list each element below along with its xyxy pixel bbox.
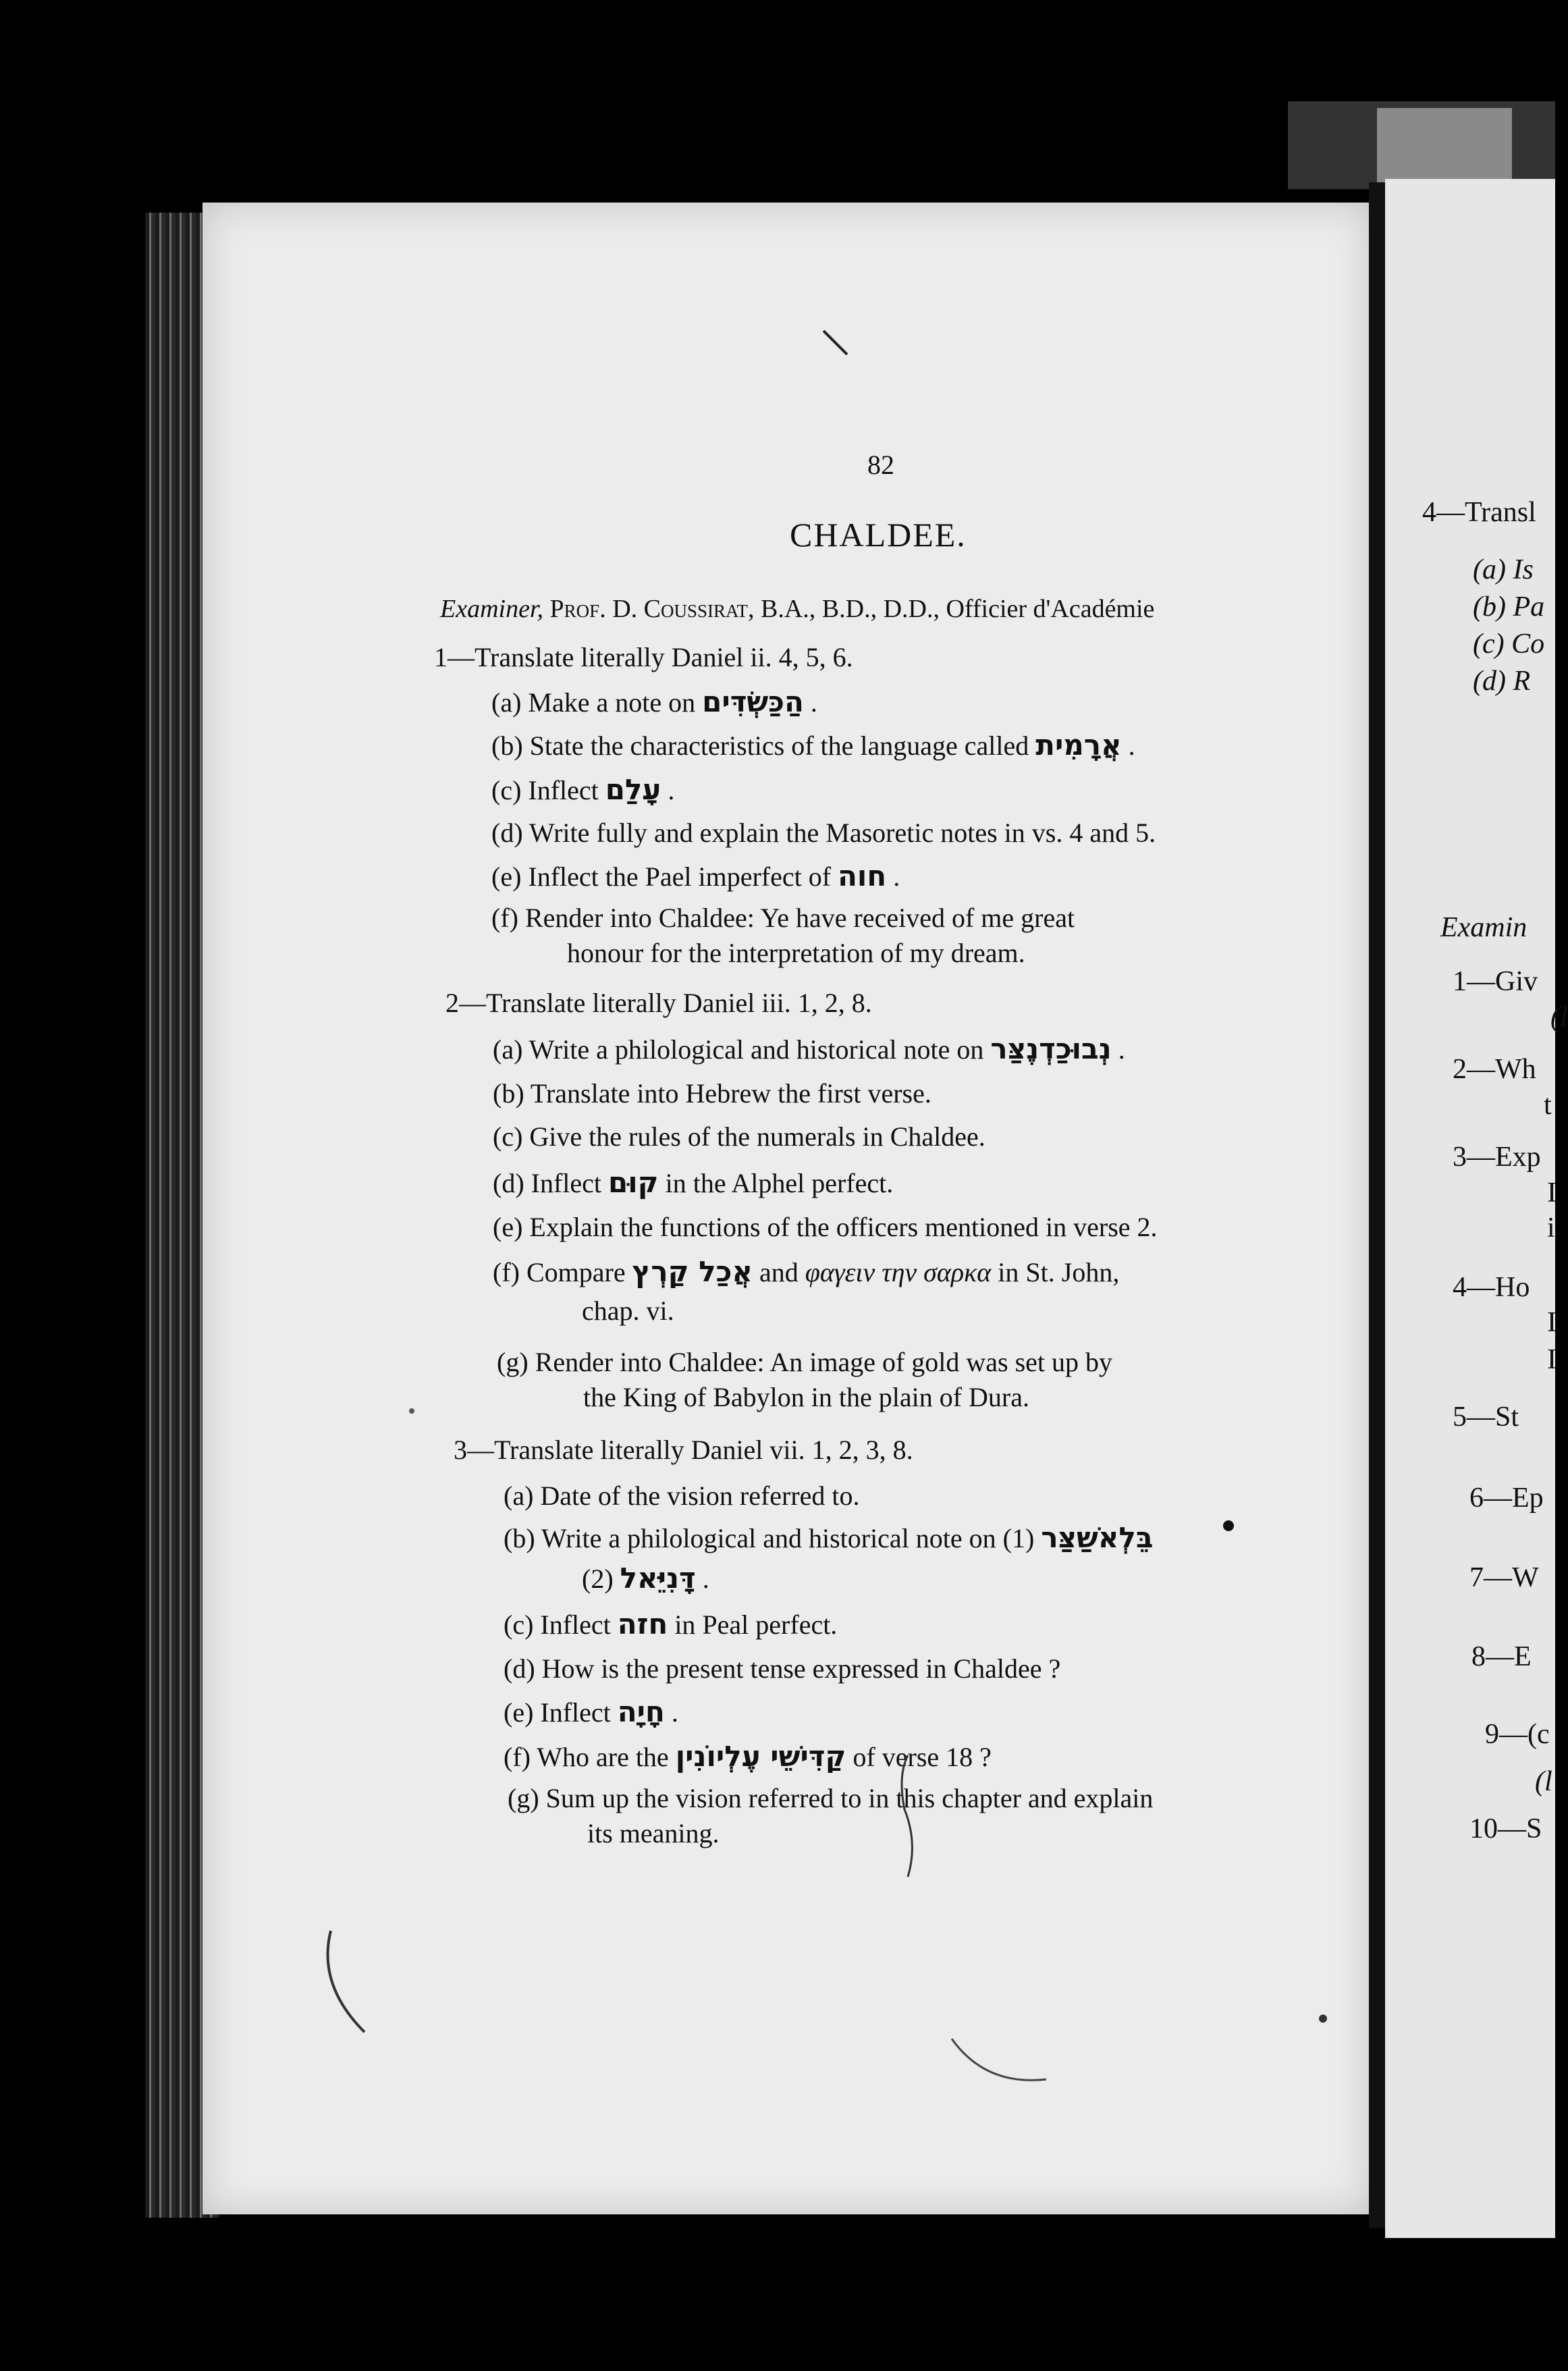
q1-b: (b) State the characteristics of the language called אֲרָמִית . <box>491 728 1135 762</box>
q3-b2: (2) דָּנִיֵּאל . <box>582 1562 709 1595</box>
hebrew-word: קוּם <box>608 1166 659 1199</box>
q2-heading: 2—Translate literally Daniel iii. 1, 2, 8. <box>445 988 872 1018</box>
q1-heading: 1—Translate literally Daniel ii. 4, 5, 6. <box>434 642 853 672</box>
right-fragment: 1—Giv <box>1453 966 1538 997</box>
q2-g-line2: the King of Babylon in the plain of Dura. <box>583 1382 1029 1412</box>
q3-heading: 3—Translate literally Daniel vii. 1, 2, 3, 8. <box>454 1435 913 1465</box>
hebrew-word: דָּנִיֵּאל <box>620 1562 696 1595</box>
hebrew-word: חוה <box>838 859 887 893</box>
right-fragment: (d) R <box>1473 666 1531 697</box>
right-fragment: 8—E <box>1471 1641 1532 1672</box>
gutter <box>1369 182 1385 2228</box>
right-fragment: I <box>1547 1344 1557 1375</box>
hebrew-word: חָיָה <box>617 1695 665 1728</box>
hebrew-word: קַדִּישֵׁי עֶלְיוֹנִין <box>675 1740 846 1773</box>
q2-b: (b) Translate into Hebrew the first verse. <box>493 1078 931 1109</box>
hebrew-word: בֵּלְאשַׁצַּר <box>1041 1521 1154 1554</box>
right-fragment: 4—Ho <box>1453 1272 1530 1303</box>
q1-d: (d) Write fully and explain the Masoretic notes in vs. 4 and 5. <box>491 818 1156 848</box>
right-fragment: 5—St <box>1453 1402 1519 1433</box>
q2-g-line1: (g) Render into Chaldee: An image of gold was set up by <box>497 1347 1113 1377</box>
q2-a: (a) Write a philological and historical note on נְבוּכַדְנֶצַּר . <box>493 1032 1125 1065</box>
right-page <box>1385 179 1568 2238</box>
right-fragment: 10—S <box>1469 1813 1542 1844</box>
q3-g-line2: its meaning. <box>587 1818 720 1848</box>
hebrew-word: אֲרָמִית <box>1035 728 1122 762</box>
right-fragment: I <box>1547 1177 1557 1208</box>
q3-b: (b) Write a philological and historical note on (1) בֵּלְאשַׁצַּר <box>504 1521 1154 1554</box>
q1-f-line2: honour for the interpretation of my dream. <box>567 938 1025 968</box>
page-title: CHALDEE. <box>790 516 967 554</box>
right-fragment: t <box>1544 1090 1552 1121</box>
hebrew-word: נְבוּכַדְנֶצַּר <box>990 1032 1112 1065</box>
examiner-name: Prof. D. Coussirat, <box>549 595 755 623</box>
right-fragment: 4—Transl <box>1422 497 1536 528</box>
left-page <box>202 203 1372 2214</box>
right-fragment: (c) Co <box>1473 629 1545 660</box>
right-fragment: Examin <box>1440 912 1528 943</box>
examiner-degrees: B.A., B.D., D.D., Officier d'Académie <box>761 595 1155 623</box>
q2-e: (e) Explain the functions of the officers mentioned in verse 2. <box>493 1212 1158 1242</box>
q2-f: (f) Compare אֲכַל קַרְץ and φαγειν την σαρκα in St. John, <box>493 1255 1120 1288</box>
q1-f-line1: (f) Render into Chaldee: Ye have received of me great <box>491 903 1075 933</box>
q1-a: (a) Make a note on הַכַּשְׂדִּים . <box>491 685 817 718</box>
examiner-label: Examiner, <box>440 595 544 623</box>
right-fragment: (l <box>1550 1002 1568 1033</box>
q1-c: (c) Inflect עָלַם . <box>491 773 675 806</box>
hebrew-word: הַכַּשְׂדִּים <box>702 685 804 718</box>
scan-marks <box>202 203 1372 2214</box>
right-fragment: i <box>1547 1213 1555 1244</box>
right-fragment: (b) Pa <box>1473 591 1545 622</box>
right-fragment: 7—W <box>1469 1562 1539 1593</box>
q3-d: (d) How is the present tense expressed in Chaldee ? <box>504 1653 1061 1684</box>
hebrew-word: חזה <box>617 1607 668 1641</box>
q1-e: (e) Inflect the Pael imperfect of חוה . <box>491 859 900 893</box>
right-fragment: (l <box>1535 1766 1552 1797</box>
q2-f-line2: chap. vi. <box>582 1296 674 1326</box>
right-fragment: (a) Is <box>1473 554 1534 585</box>
greek-phrase: φαγειν την σαρκα <box>805 1257 992 1287</box>
right-fragment: 3—Exp <box>1453 1142 1541 1173</box>
q3-a: (a) Date of the vision referred to. <box>504 1481 860 1511</box>
q2-c: (c) Give the rules of the numerals in Chaldee. <box>493 1121 985 1152</box>
q2-d: (d) Inflect קוּם in the Alphel perfect. <box>493 1166 894 1199</box>
q3-f: (f) Who are the קַדִּישֵׁי עֶלְיוֹנִין of verse 18 ? <box>504 1740 992 1773</box>
right-fragment: 9—(c <box>1485 1719 1550 1750</box>
background-object-highlight <box>1377 108 1512 182</box>
q3-g-line1: (g) Sum up the vision referred to in this chapter and explain <box>508 1783 1154 1813</box>
hebrew-word: עָלַם <box>605 773 661 806</box>
page-number: 82 <box>867 450 894 480</box>
q3-e: (e) Inflect חָיָה . <box>504 1695 678 1728</box>
right-fragment: 2—Wh <box>1453 1054 1536 1085</box>
right-fragment: I <box>1547 1307 1557 1338</box>
q3-c: (c) Inflect חזה in Peal perfect. <box>504 1607 838 1641</box>
hebrew-word: אֲכַל קַרְץ <box>632 1255 753 1288</box>
right-fragment: 6—Ep <box>1469 1483 1544 1514</box>
